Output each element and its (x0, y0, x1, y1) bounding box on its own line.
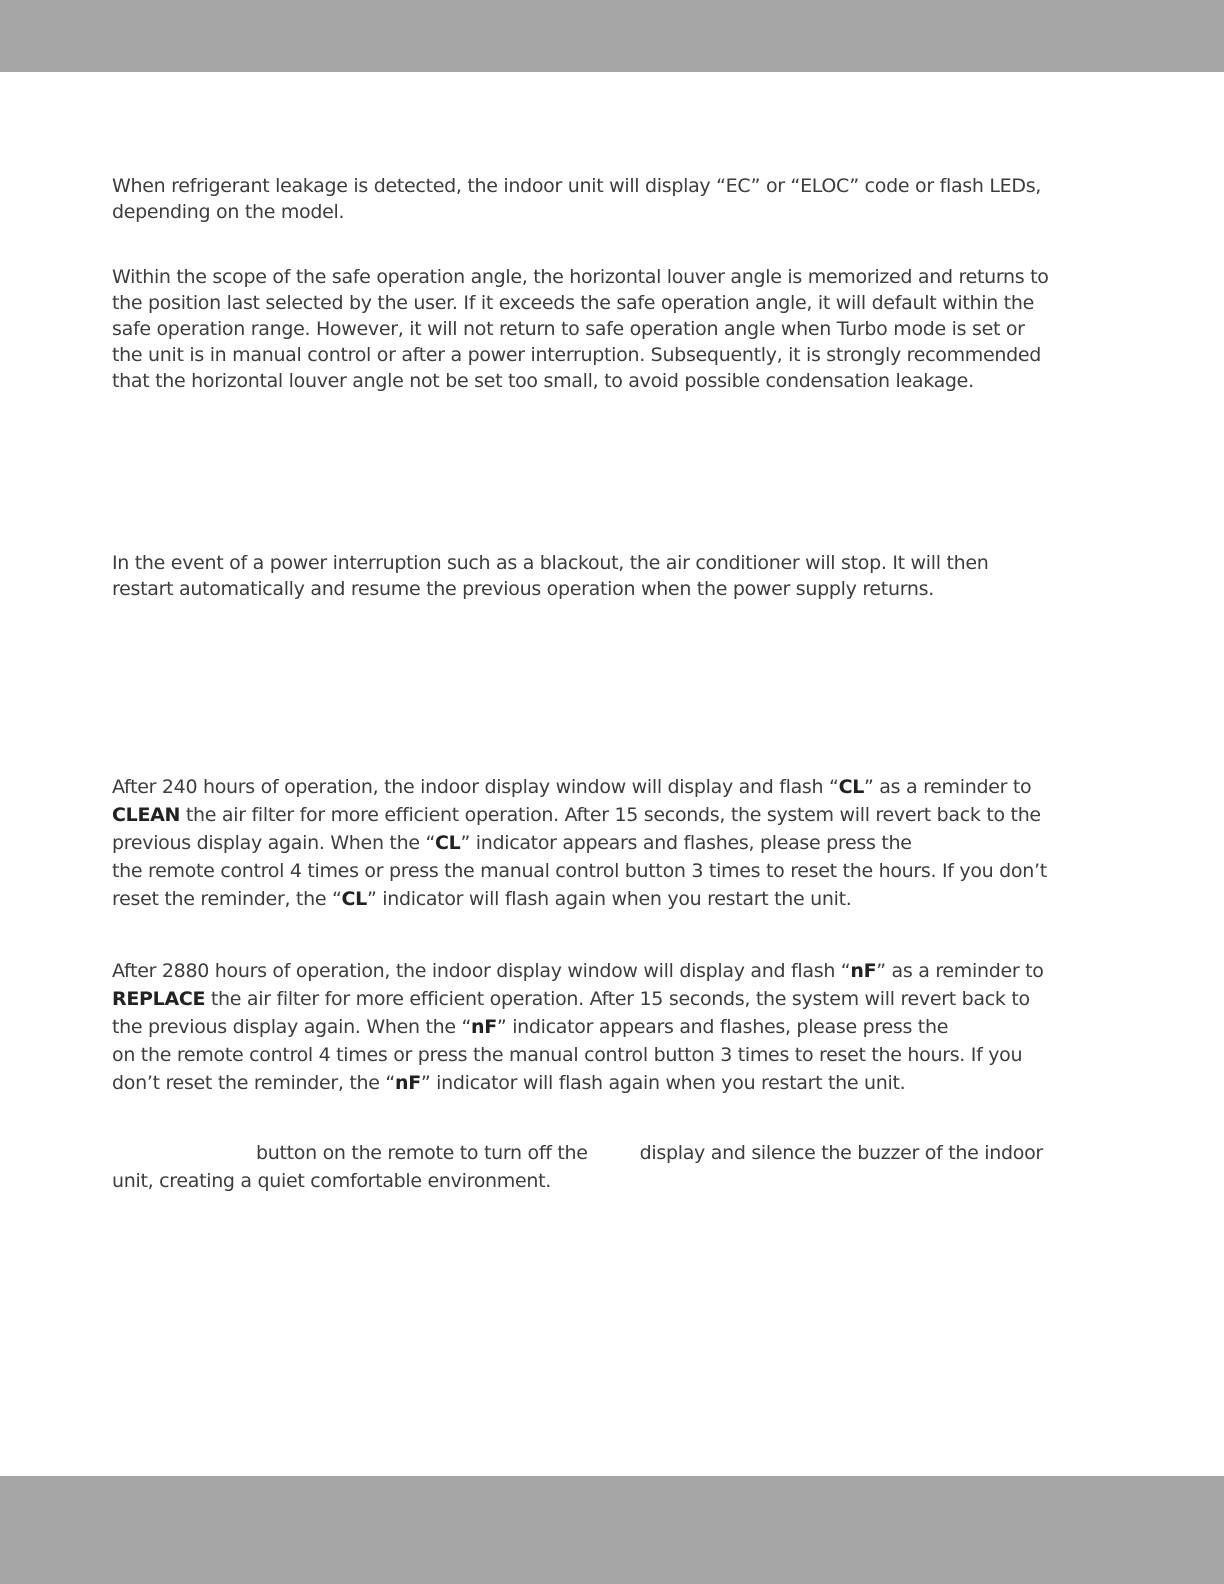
text-line: the previous display again. When the “nF” indicator appears and flashes, please press the (112, 1016, 949, 1038)
footer-bar (0, 1476, 1224, 1584)
text-line: safe operation range. However, it will not return to safe operation angle when Turbo mode is set or (112, 318, 1025, 340)
text-line: reset the reminder, the “CL” indicator will flash again when you restart the unit. (112, 888, 852, 910)
quiet-display-paragraph (112, 1139, 1112, 1195)
text-line: depending on the model. (112, 201, 345, 223)
replace-keyword: REPLACE (112, 988, 206, 1010)
cl-code: CL (341, 888, 367, 910)
nf-code: nF (394, 1072, 421, 1094)
text-line: unit, creating a quiet comfortable environment. (112, 1170, 551, 1192)
text-line: the position last selected by the user. If it exceeds the safe operation angle, it will default within the (112, 292, 1034, 314)
auto-restart-paragraph (112, 550, 1112, 602)
replace-filter-reminder-paragraph (112, 957, 1112, 1097)
text-line: When refrigerant leakage is detected, the indoor unit will display “EC” or “ELOC” code or flash LEDs, (112, 175, 1042, 197)
text-line: previous display again. When the “CL” indicator appears and flashes, please press the (112, 832, 912, 854)
text-line: After 240 hours of operation, the indoor display window will display and flash “CL” as a reminder to (112, 776, 1032, 798)
louver-angle-paragraph (112, 264, 1112, 394)
text-line: don’t reset the reminder, the “nF” indicator will flash again when you restart the unit. (112, 1072, 906, 1094)
header-bar (0, 0, 1224, 72)
text-line: CLEAN the air filter for more efficient operation. After 15 seconds, the system will revert back to the (112, 804, 1041, 826)
text-line: REPLACE the air filter for more efficient operation. After 15 seconds, the system will revert back to (112, 988, 1030, 1010)
clean-keyword: CLEAN (112, 804, 181, 826)
refrigerant-leak-paragraph (112, 173, 1112, 225)
cl-code: CL (838, 776, 865, 798)
text-line: that the horizontal louver angle not be set too small, to avoid possible condensation leakage. (112, 370, 974, 392)
text-line: button on the remote to turn off the display and silence the buzzer of the indoor (256, 1142, 1043, 1164)
nf-code: nF (471, 1016, 497, 1038)
text-line: on the remote control 4 times or press the manual control button 3 times to reset the hours. If you (112, 1044, 1023, 1066)
text-line: the remote control 4 times or press the manual control button 3 times to reset the hours. If you don’t (112, 860, 1047, 882)
cl-code: CL (435, 832, 461, 854)
text-line: restart automatically and resume the previous operation when the power supply returns. (112, 578, 934, 600)
clean-filter-reminder-paragraph (112, 773, 1112, 913)
nf-code: nF (850, 960, 877, 982)
text-line: Within the scope of the safe operation angle, the horizontal louver angle is memorized and returns to (112, 266, 1049, 288)
text-line: the unit is in manual control or after a power interruption. Subsequently, it is strongly recommended (112, 344, 1042, 366)
text-line: In the event of a power interruption such as a blackout, the air conditioner will stop. It will then (112, 552, 989, 574)
text-line: After 2880 hours of operation, the indoor display window will display and flash “nF” as a reminder to (112, 960, 1044, 982)
